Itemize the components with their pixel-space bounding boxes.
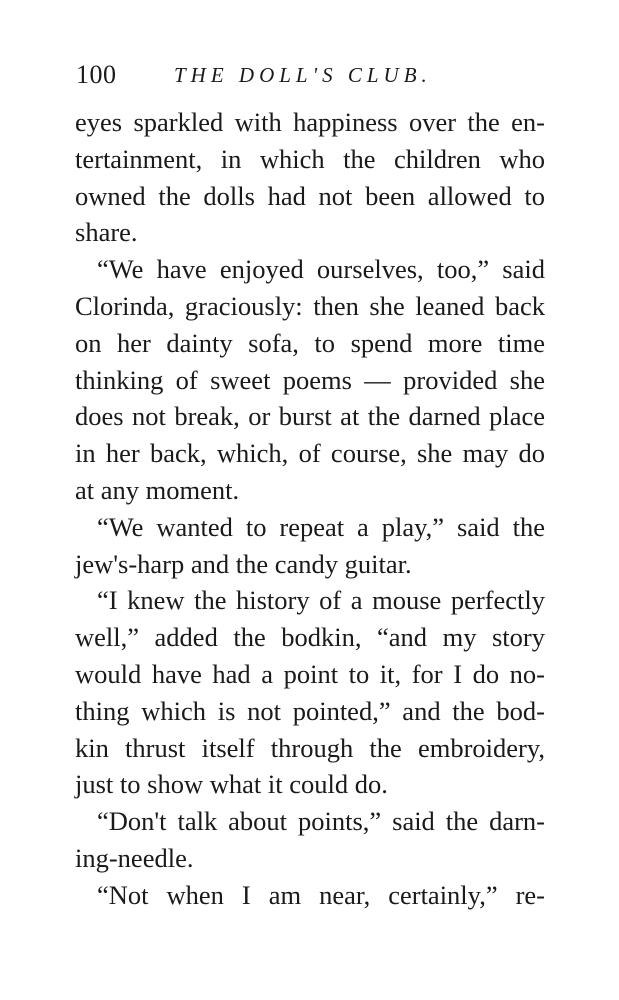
text-line: tertainment, in which the children who (75, 143, 545, 174)
running-head: THE DOLL'S CLUB. (174, 63, 432, 87)
text-line: share. (75, 217, 138, 248)
text-line: at any moment. (75, 474, 240, 505)
text-line: “Not when I am near, certainly,” re- (97, 879, 545, 910)
text-line: kin thrust itself through the embroidery, (75, 732, 545, 763)
text-line: owned the dolls had not been allowed to (75, 180, 545, 211)
text-line: just to show what it could do. (75, 769, 388, 800)
text-line: ing-needle. (75, 842, 194, 873)
text-line: would have had a point to it, for I do no- (75, 658, 545, 689)
text-line: “Don't talk about points,” said the darn- (97, 806, 545, 837)
text-line: “We have enjoyed ourselves, too,” said (97, 254, 545, 285)
text-line: in her back, which, of course, she may do (75, 438, 545, 469)
text-line: thing which is not pointed,” and the bod- (75, 695, 545, 726)
page-number: 100 (76, 60, 117, 89)
text-line: well,” added the bodkin, “and my story (75, 622, 545, 653)
text-line: eyes sparkled with happiness over the en- (75, 107, 545, 137)
text-line: jew's-harp and the candy guitar. (75, 548, 412, 579)
text-line: does not break, or burst at the darned place (75, 401, 545, 432)
text-line: thinking of sweet poems — provided she (75, 364, 545, 395)
text-line: on her dainty sofa, to spend more time (75, 327, 545, 358)
text-line: “I knew the history of a mouse perfectly (97, 585, 545, 616)
text-line: “We wanted to repeat a play,” said the (97, 511, 545, 542)
page-header (76, 60, 546, 96)
text-line: Clorinda, graciously: then she leaned back (75, 290, 545, 321)
body-text (75, 104, 545, 914)
